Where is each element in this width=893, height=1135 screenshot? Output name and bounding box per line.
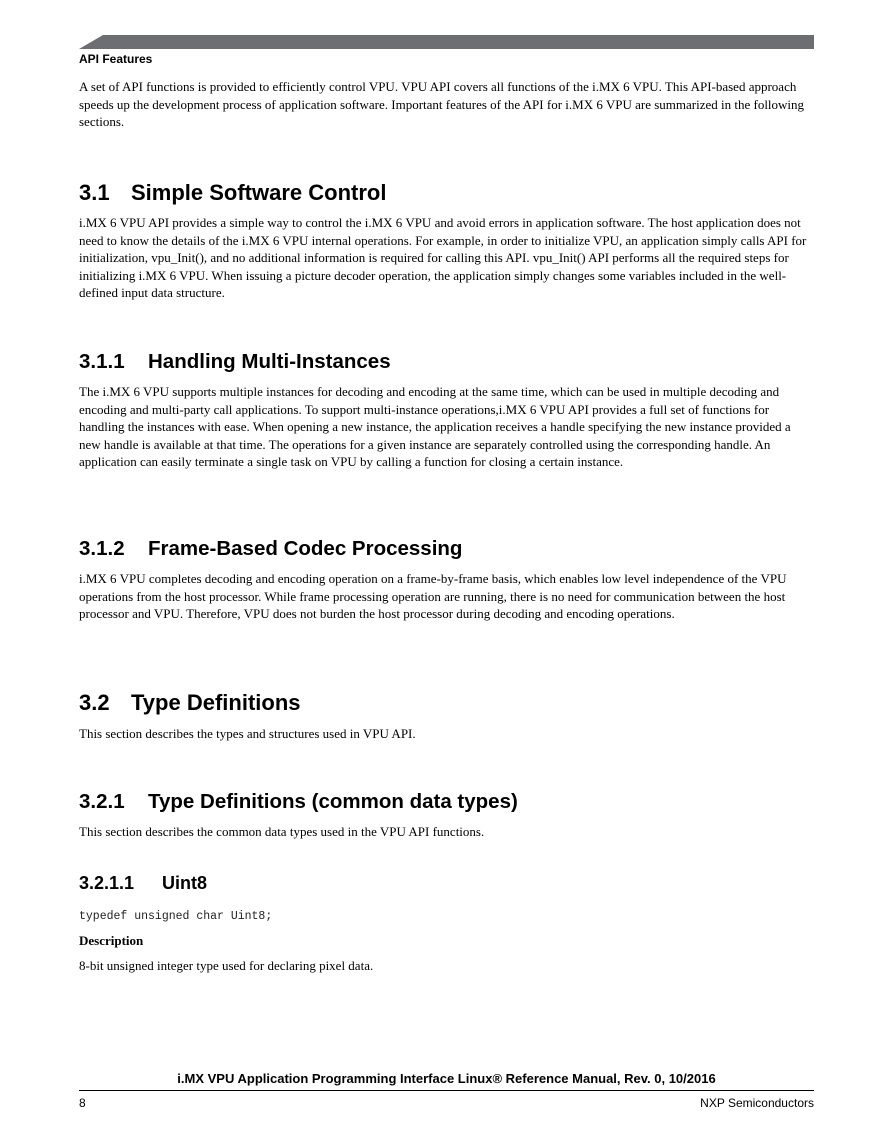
section-heading — [79, 537, 814, 561]
footer-title: i.MX VPU Application Programming Interface Linux® Reference Manual, Rev. 0, 10/2016 — [177, 1071, 716, 1086]
section-heading — [79, 872, 814, 894]
section-title: Uint8 — [162, 873, 207, 893]
section-body: The i.MX 6 VPU supports multiple instances for decoding and encoding at the same time, which can be used in multiple decoding and encoding and multi-party call applications. To support multi-instance operations,i.MX 6 VPU API provides a full set of functions for handling the instances with ease. When opening a new instance, the application receives a handle specifying the new instance provided a new handle is available at that time. The operations for a given instance are separately controlled using the corresponding handle. An application can easily terminate a single task on VPU by calling a function for closing a certain instance. — [79, 384, 791, 470]
section-3-2-1 — [79, 790, 814, 841]
intro-section — [79, 78, 814, 131]
section-heading — [79, 690, 814, 716]
section-title: Type Definitions — [131, 690, 301, 715]
section-title: Frame-Based Codec Processing — [148, 537, 463, 560]
page-number: 8 — [79, 1096, 86, 1110]
section-number: 3.2.1.1 — [79, 873, 135, 893]
section-number: 3.2 — [79, 690, 110, 715]
running-title: API Features — [79, 52, 153, 66]
header-bar — [79, 35, 814, 49]
section-heading — [79, 790, 814, 814]
section-3-2-1-1 — [79, 872, 814, 975]
footer-company: NXP Semiconductors — [700, 1096, 814, 1110]
section-3-1-2 — [79, 537, 814, 623]
intro-paragraph: A set of API functions is provided to efficiently control VPU. VPU API covers all functions of the i.MX 6 VPU. This API-based approach speeds up the development process of application software. Important features of the API for i.MX 6 VPU are summarized in the following sections. — [79, 79, 805, 130]
section-body: This section describes the common data types used in the VPU API functions. — [79, 824, 485, 839]
code-snippet: typedef unsigned char Uint8; — [79, 910, 273, 923]
section-number: 3.1.2 — [79, 537, 125, 560]
footer-rule — [79, 1090, 814, 1091]
section-number: 3.1.1 — [79, 350, 125, 373]
section-body: i.MX 6 VPU API provides a simple way to control the i.MX 6 VPU and avoid errors in application software. The host application does not need to know the details of the i.MX 6 VPU internal operations. For example, in order to initialize VPU, an application simply calls API for initialization, vpu_Init(), and no additional information is required for calling this API. vpu_Init() API performs all the required steps for initializing i.MX 6 VPU. When issuing a picture decoder operation, the application simply changes some variables included in the well-defined input data structure. — [79, 215, 807, 301]
section-3-1-1 — [79, 350, 814, 471]
section-title: Simple Software Control — [131, 180, 387, 205]
section-title: Type Definitions (common data types) — [148, 790, 518, 813]
section-heading — [79, 350, 814, 374]
section-body: This section describes the types and structures used in VPU API. — [79, 726, 416, 741]
section-number: 3.1 — [79, 180, 110, 205]
section-body: 8-bit unsigned integer type used for declaring pixel data. — [79, 958, 374, 973]
section-heading — [79, 180, 814, 206]
section-body: i.MX 6 VPU completes decoding and encoding operation on a frame-by-frame basis, which enables low level independence of the VPU operations from the host processor. While frame processing operation are running, there is no need for communication between the host processor and VPU. Therefore, VPU does not burden the host processor during decoding and encoding operations. — [79, 571, 787, 622]
section-number: 3.2.1 — [79, 790, 125, 813]
section-title: Handling Multi-Instances — [148, 350, 391, 373]
section-3-2 — [79, 690, 814, 743]
section-3-1 — [79, 180, 814, 302]
description-label: Description — [79, 933, 144, 948]
